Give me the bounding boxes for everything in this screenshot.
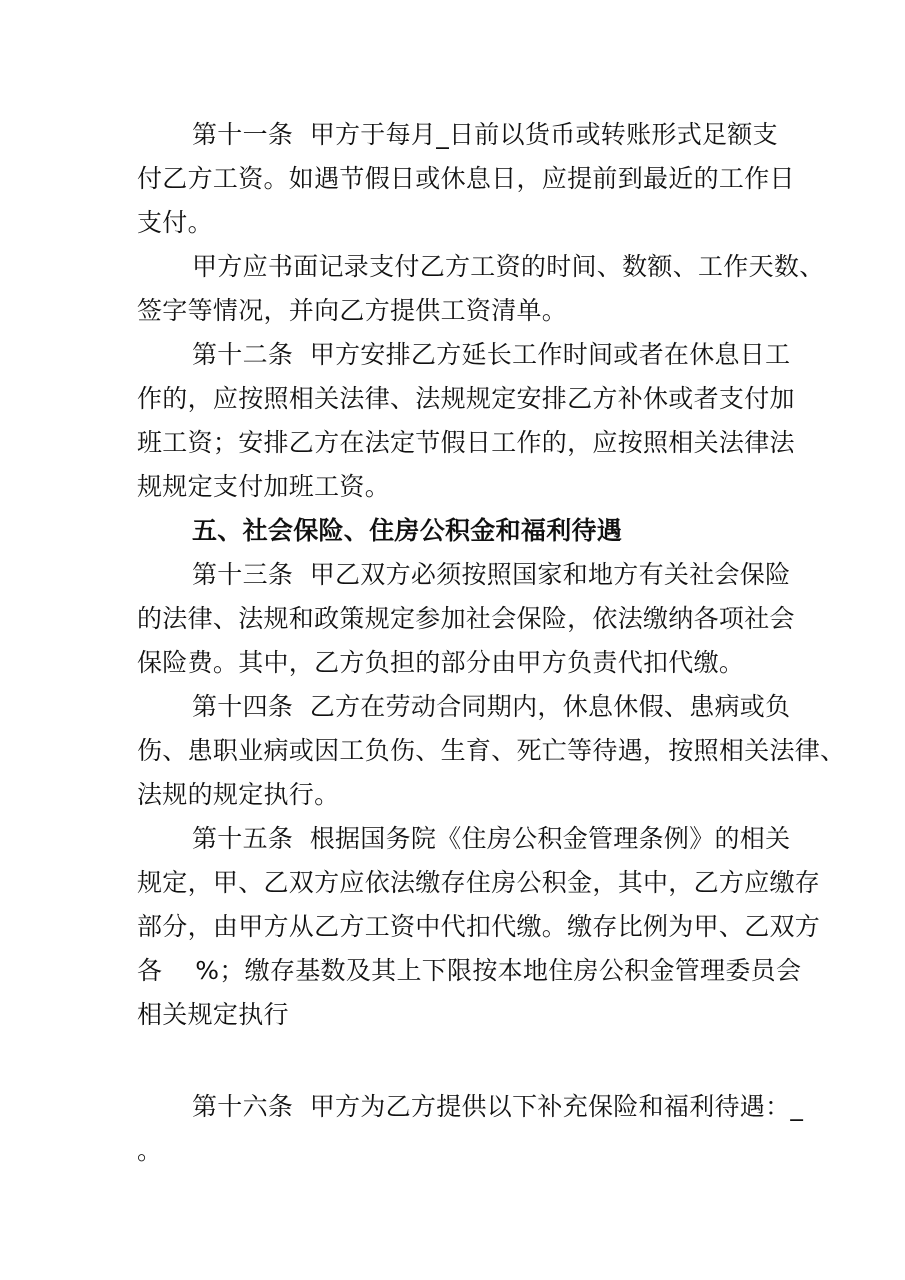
article-14-line-1: 第十四条 乙方在劳动合同期内，休息休假、患病或负 xyxy=(192,692,791,721)
article-12-line-2: 作的，应按照相关法律、法规规定安排乙方补休或者支付加 xyxy=(137,384,795,413)
article-11-line-3: 支付。 xyxy=(137,208,213,237)
article-15-line-4: 各 %；缴存基数及其上下限按本地住房公积金管理委员会 xyxy=(137,956,802,985)
article-14-line-2: 伤、患职业病或因工负伤、生育、死亡等待遇，按照相关法律、 xyxy=(137,736,846,765)
article-16-line-2: 。 xyxy=(137,1136,163,1165)
article-13-line-3: 保险费。其中，乙方负担的部分由甲方负责代扣代缴。 xyxy=(137,648,745,677)
article-15-line-2: 规定，甲、乙双方应依法缴存住房公积金，其中，乙方应缴存 xyxy=(137,868,821,897)
article-13-line-1: 第十三条 甲乙双方必须按照国家和地方有关社会保险 xyxy=(192,560,791,589)
article-12-line-4: 规规定支付加班工资。 xyxy=(137,472,391,501)
article-14-line-3: 法规的规定执行。 xyxy=(137,780,340,809)
wage-record-line-2: 签字等情况，并向乙方提供工资清单。 xyxy=(137,296,568,325)
article-11-line-2: 付乙方工资。如遇节假日或休息日，应提前到最近的工作日 xyxy=(137,164,795,193)
article-15-line-3: 部分，由甲方从乙方工资中代扣代缴。缴存比例为甲、乙双方 xyxy=(137,912,821,941)
wage-record-line-1: 甲方应书面记录支付乙方工资的时间、数额、工作天数、 xyxy=(192,252,825,281)
article-11-line-1: 第十一条 甲方于每月_日前以货币或转账形式足额支 xyxy=(192,120,778,149)
article-12-line-3: 班工资；安排乙方在法定节假日工作的，应按照相关法律法 xyxy=(137,428,795,457)
section-5-heading: 五、社会保险、住房公积金和福利待遇 xyxy=(192,516,623,545)
article-16-line-1: 第十六条 甲方为乙方提供以下补充保险和福利待遇：_ xyxy=(192,1092,804,1121)
article-13-line-2: 的法律、法规和政策规定参加社会保险，依法缴纳各项社会 xyxy=(137,604,795,633)
article-15-line-1: 第十五条 根据国务院《住房公积金管理条例》的相关 xyxy=(192,824,791,853)
article-15-line-5: 相关规定执行 xyxy=(137,1000,289,1029)
article-12-line-1: 第十二条 甲方安排乙方延长工作时间或者在休息日工 xyxy=(192,340,791,369)
